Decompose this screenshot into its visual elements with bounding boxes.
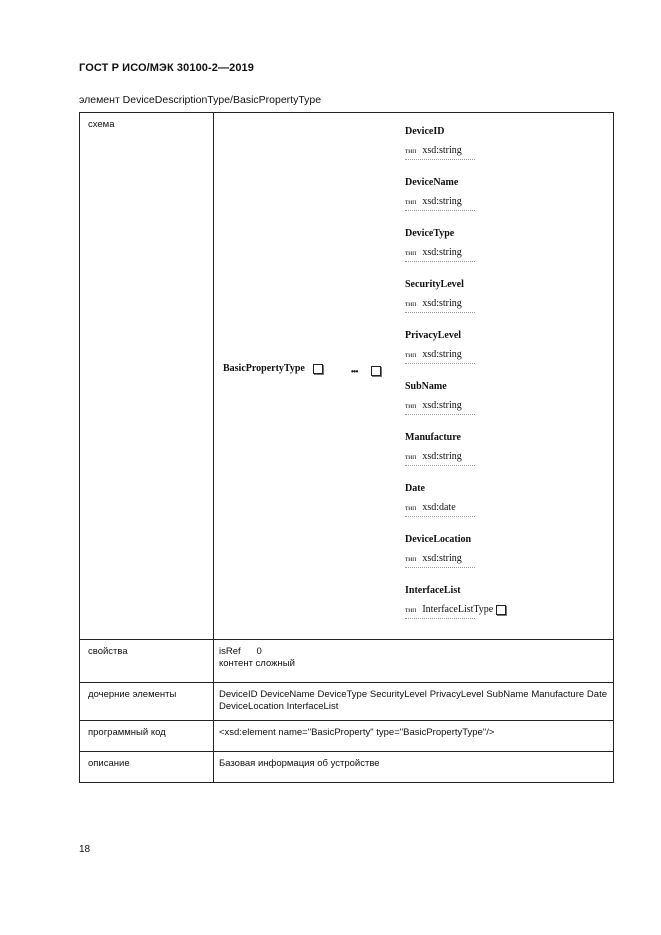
schema-element bbox=[405, 381, 475, 415]
schema-element bbox=[405, 330, 475, 364]
element-divider bbox=[405, 414, 475, 415]
element-type bbox=[405, 196, 475, 207]
element-name: DeviceType bbox=[405, 228, 455, 239]
type-label: тип bbox=[405, 146, 417, 155]
element-divider bbox=[405, 618, 475, 619]
element-type bbox=[405, 349, 475, 360]
element-name: Date bbox=[405, 483, 425, 494]
element-divider bbox=[405, 159, 475, 160]
element-divider bbox=[405, 312, 475, 313]
properties-cell bbox=[214, 640, 614, 683]
root-type bbox=[223, 363, 323, 374]
element-type bbox=[405, 502, 475, 513]
schema-row bbox=[80, 113, 614, 640]
content-type: контент сложный bbox=[219, 658, 295, 669]
schema-element bbox=[405, 585, 506, 619]
element-divider bbox=[405, 210, 475, 211]
schema-element bbox=[405, 177, 475, 211]
source-label: программный код bbox=[80, 721, 214, 752]
type-label: тип bbox=[405, 452, 417, 461]
element-divider bbox=[405, 363, 475, 364]
source-row bbox=[80, 721, 614, 752]
type-value: xsd:string bbox=[422, 349, 462, 360]
source-value: <xsd:element name="BasicProperty" type="BasicPropertyType"/> bbox=[214, 721, 614, 752]
schema-diagram bbox=[214, 113, 613, 633]
description-value: Базовая информация об устройстве bbox=[214, 752, 614, 783]
element-name: DeviceName bbox=[405, 177, 459, 188]
root-type-name: BasicPropertyType bbox=[223, 363, 305, 374]
element-name: PrivacyLevel bbox=[405, 330, 462, 341]
complex-type-icon bbox=[496, 605, 506, 615]
schema-element bbox=[405, 483, 475, 517]
type-value: InterfaceListType bbox=[422, 604, 494, 615]
type-value: xsd:string bbox=[422, 451, 462, 462]
element-divider bbox=[405, 516, 475, 517]
sequence-box-icon bbox=[371, 366, 381, 376]
children-value: DeviceID DeviceName DeviceType SecurityLevel PrivacyLevel SubName Manufacture Date DeviceLocation InterfaceList bbox=[214, 683, 614, 721]
element-name: DeviceID bbox=[405, 126, 445, 137]
type-label: тип bbox=[405, 299, 417, 308]
type-value: xsd:string bbox=[422, 553, 462, 564]
type-label: тип bbox=[405, 197, 417, 206]
element-caption: элемент DeviceDescriptionType/BasicPropertyType bbox=[79, 94, 322, 106]
type-value: xsd:string bbox=[422, 247, 462, 258]
type-value: xsd:string bbox=[422, 145, 462, 156]
type-label: тип bbox=[405, 503, 417, 512]
element-type bbox=[405, 145, 475, 156]
element-spec-table bbox=[79, 112, 614, 783]
type-label: тип bbox=[405, 350, 417, 359]
children-label: дочерние элементы bbox=[80, 683, 214, 721]
type-value: xsd:date bbox=[422, 502, 456, 513]
page-number: 18 bbox=[79, 844, 91, 855]
element-type bbox=[405, 247, 475, 258]
isref-value: 0 bbox=[256, 646, 262, 657]
element-type bbox=[405, 604, 506, 615]
schema-label: схема bbox=[80, 113, 214, 640]
schema-element bbox=[405, 126, 475, 160]
element-type bbox=[405, 298, 475, 309]
isref-key: isRef bbox=[219, 646, 241, 657]
type-label: тип bbox=[405, 248, 417, 257]
sequence-icon: ••• bbox=[351, 367, 358, 376]
element-name: SubName bbox=[405, 381, 447, 392]
description-row bbox=[80, 752, 614, 783]
element-name: Manufacture bbox=[405, 432, 461, 443]
type-label: тип bbox=[405, 605, 417, 614]
children-row bbox=[80, 683, 614, 721]
complex-type-icon bbox=[313, 364, 323, 374]
schema-element bbox=[405, 228, 475, 262]
element-type bbox=[405, 451, 475, 462]
type-value: xsd:string bbox=[422, 298, 462, 309]
schema-element bbox=[405, 432, 475, 466]
element-type bbox=[405, 400, 475, 411]
type-label: тип bbox=[405, 401, 417, 410]
element-divider bbox=[405, 465, 475, 466]
element-name: SecurityLevel bbox=[405, 279, 464, 290]
document-header: ГОСТ Р ИСО/МЭК 30100-2—2019 bbox=[79, 62, 254, 74]
description-label: описание bbox=[80, 752, 214, 783]
properties-label: свойства bbox=[80, 640, 214, 683]
element-name: InterfaceList bbox=[405, 585, 461, 596]
type-label: тип bbox=[405, 554, 417, 563]
isref-line bbox=[219, 646, 607, 658]
element-name: DeviceLocation bbox=[405, 534, 472, 545]
schema-element bbox=[405, 279, 475, 313]
type-value: xsd:string bbox=[422, 196, 462, 207]
schema-element bbox=[405, 534, 475, 568]
element-divider bbox=[405, 567, 475, 568]
schema-cell bbox=[214, 113, 614, 640]
element-type bbox=[405, 553, 475, 564]
properties-row bbox=[80, 640, 614, 683]
element-divider bbox=[405, 261, 475, 262]
type-value: xsd:string bbox=[422, 400, 462, 411]
